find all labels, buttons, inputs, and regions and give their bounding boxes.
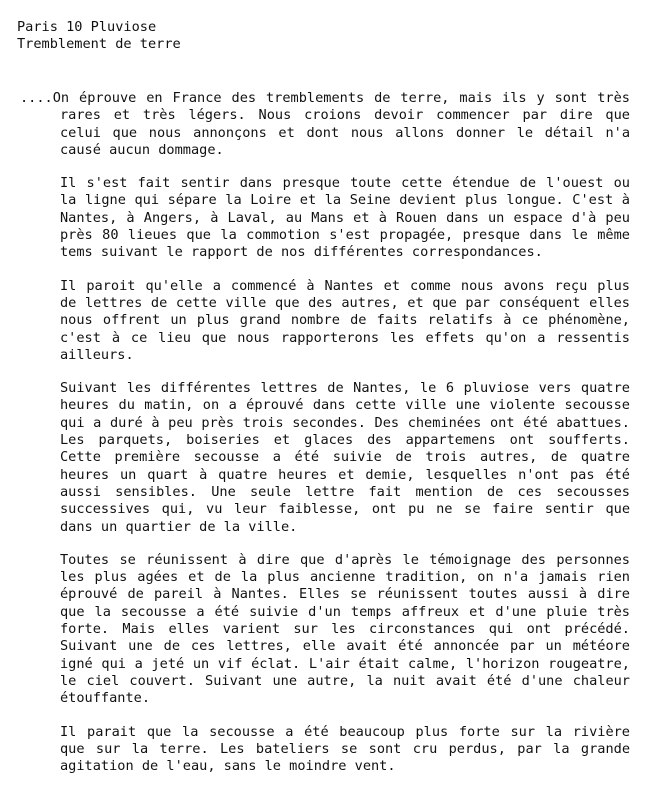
document-body [20, 90, 630, 791]
document-title: Tremblement de terre [17, 36, 181, 52]
paragraph-6: Il parait que la secousse a été beaucoup plus forte sur la rivière que sur la terre. Les bateliers se sont cru perdus, par la grande agitation de l'eau, sans le moindre vent. [60, 723, 630, 775]
paragraph-1-text: On éprouve en France des tremblements de terre, mais ils y sont très rares et très légers. Nous croions devoir commencer par dire que celui que nous annonçons et dont nous allons donner le détail n'a causé aucun dommage. [52, 90, 630, 158]
paragraph-3: Il paroit qu'elle a commencé à Nantes et comme nous avons reçu plus de lettres de cette ville que des autres, et que par conséquent elles nous offrent un plus grand nombre de faits relatifs à ce phénomène, c'est à ce lieu que nous rapporterons les effets qu'on a ressentis ailleurs. [60, 277, 630, 363]
document-header [17, 19, 181, 53]
ellipsis-lead: .... [20, 90, 53, 106]
dateline: Paris 10 Pluviose [17, 19, 157, 35]
paragraph-5: Toutes se réunissent à dire que d'après le témoignage des personnes les plus agées et de la plus ancienne tradition, on n'a jamais rien éprouvé de pareil à Nantes. Elles se réunissent toutes aussi à dire que la secousse a été suivie d'un temps affreux et d'une pluie très forte. Mais elles varient sur les circonstances qui ont précédé. Suivant une de ces lettres, elle avait été annoncée par un météore igné qui a jeté un vif éclat. L'air était calme, l'horizon rougeatre, le ciel couvert. Suivant une autre, la nuit avait été d'une chaleur étouffante. [60, 551, 630, 707]
paragraph-4: Suivant les différentes lettres de Nantes, le 6 pluviose vers quatre heures du matin, on a éprouvé dans cette ville une violente secousse qui a duré à peu près trois secondes. Des cheminées ont été abattues. Les parquets, boiseries et glaces des appartemens ont soufferts. Cette première secousse a été suivie de trois autres, de quatre heures un quart à quatre heures et demie, lesquelles n'ont pas été aussi sensibles. Une seule lettre fait mention de ces secousses successives qui, vu leur faiblesse, ont pu ne se faire sentir que dans un quartier de la ville. [60, 380, 630, 535]
paragraph-2: Il s'est fait sentir dans presque toute cette étendue de l'ouest ou la ligne qui sépare la Loire et la Seine devient plus longue. C'est à Nantes, à Angers, à Laval, au Mans et à Rouen dans un espace d'à peu près 80 lieues que la commotion s'est propagée, presque dans le même tems suivant le rapport de nos différentes correspondances. [60, 175, 630, 261]
paragraph-1 [20, 90, 630, 159]
